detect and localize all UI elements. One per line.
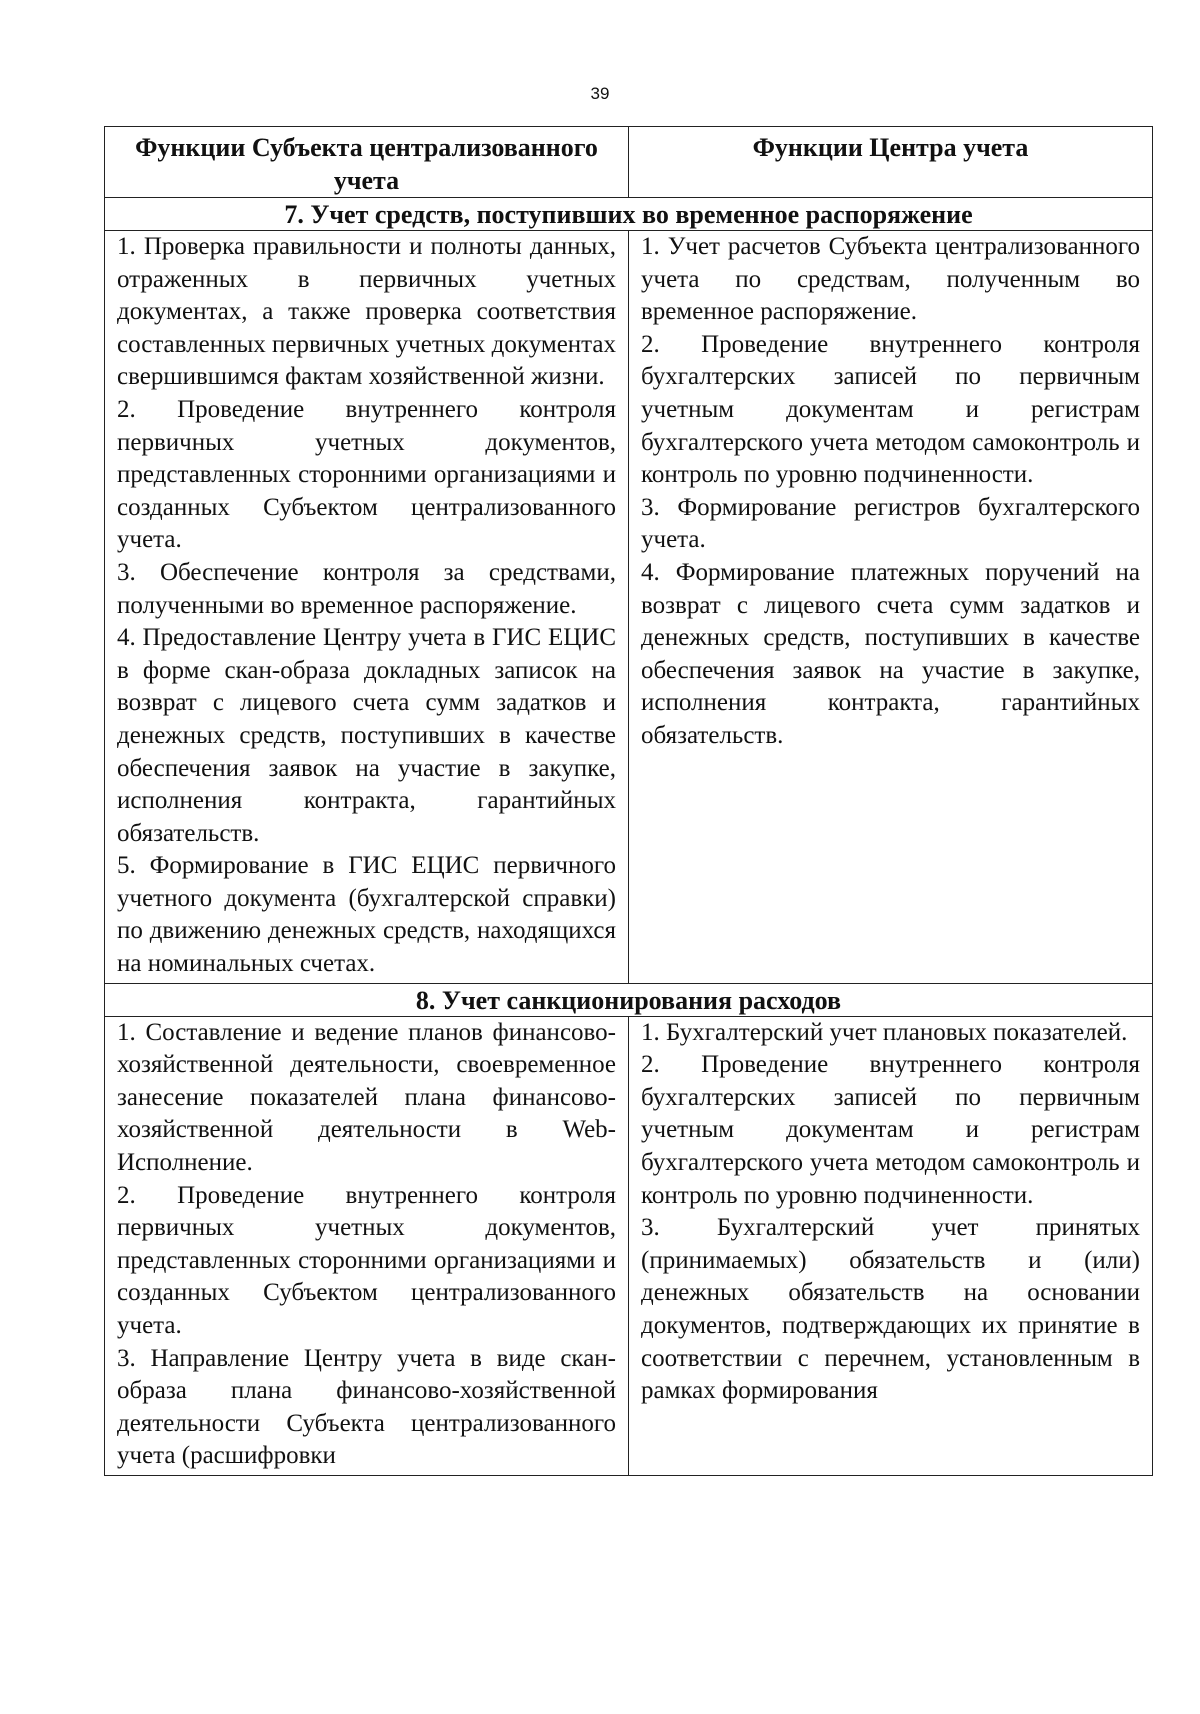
list-item: 3. Формирование регистров бухгалтерского учета. [641, 493, 1140, 554]
list-item: 2. Проведение внутреннего контроля бухгалтерских записей по первичным учетным документам и регистрам бухгалтерского учета методом самоконтроль и контроль по уровню подчиненности. [641, 1051, 1140, 1209]
subject-functions-cell [105, 1016, 629, 1475]
header-center-functions: Функции Центра учета [629, 127, 1153, 198]
list-item: 4. Формирование платежных поручений на возврат с лицевого счета сумм задатков и денежных средств, поступивших в качестве обеспечения заявок на участие в закупке, исполнения контракта, гарантийных обязательств. [641, 558, 1140, 749]
list-item: 2. Проведение внутреннего контроля бухгалтерских записей по первичным учетным документам и регистрам бухгалтерского учета методом самоконтроль и контроль по уровню подчиненности. [641, 330, 1140, 489]
page-number: 39 [590, 84, 610, 103]
list-item: 3. Обеспечение контроля за средствами, полученными во временное распоряжение. [117, 558, 616, 619]
list-item: 1. Составление и ведение планов финансово-хозяйственной деятельности, своевременное занесение показателей плана финансово-хозяйственной деятельности в Web-Исполнение. [117, 1018, 616, 1177]
header-subject-functions: Функции Субъекта централизованного учета [105, 127, 629, 198]
list-item: 3. Направление Центру учета в виде скан-образа плана финансово-хозяйственной деятельности Субъекта централизованного учета (расшифровки [117, 1344, 616, 1470]
section-content-row [105, 231, 1153, 984]
section-title-7: 7. Учет средств, поступивших во временное распоряжение [105, 198, 1153, 231]
center-functions-cell [629, 1016, 1153, 1475]
list-item: 1. Бухгалтерский учет плановых показателей. [641, 1018, 1128, 1046]
list-item: 2. Проведение внутреннего контроля первичных учетных документов, представленных сторонними организациями и созданных Субъектом централизованного учета. [117, 395, 616, 554]
list-item: 1. Проверка правильности и полноты данных, отраженных в первичных учетных документах, а также проверка соответствия составленных первичных учетных документах свершившимся фактам хозяйственной жизни. [117, 233, 616, 391]
header-row [105, 127, 1153, 198]
list-item: 2. Проведение внутреннего контроля первичных учетных документов, представленных сторонними организациями и созданных Субъектом централизованного учета. [117, 1181, 616, 1339]
functions-table [104, 126, 1153, 1476]
section-content-row [105, 1016, 1153, 1475]
list-item: 3. Бухгалтерский учет принятых (принимаемых) обязательств и (или) денежных обязательств на основании документов, подтверждающих их принятие в соответствии с перечнем, установленным в рамках формирования [641, 1214, 1140, 1405]
section-row [105, 198, 1153, 231]
list-item: 1. Учет расчетов Субъекта централизованного учета по средствам, полученным во временное распоряжение. [641, 233, 1140, 326]
subject-functions-cell [105, 231, 629, 984]
list-item: 5. Формирование в ГИС ЕЦИС первичного учетного документа (бухгалтерской справки) по движению денежных средств, находящихся на номинальных счетах. [117, 852, 616, 978]
section-title-8: 8. Учет санкционирования расходов [105, 983, 1153, 1016]
section-row [105, 983, 1153, 1016]
center-functions-cell [629, 231, 1153, 984]
list-item: 4. Предоставление Центру учета в ГИС ЕЦИС в форме скан-образа докладных записок на возврат с лицевого счета сумм задатков и денежных средств, поступивших в качестве обеспечения заявок на участие в закупке, исполнения контракта, гарантийных обязательств. [117, 624, 616, 847]
